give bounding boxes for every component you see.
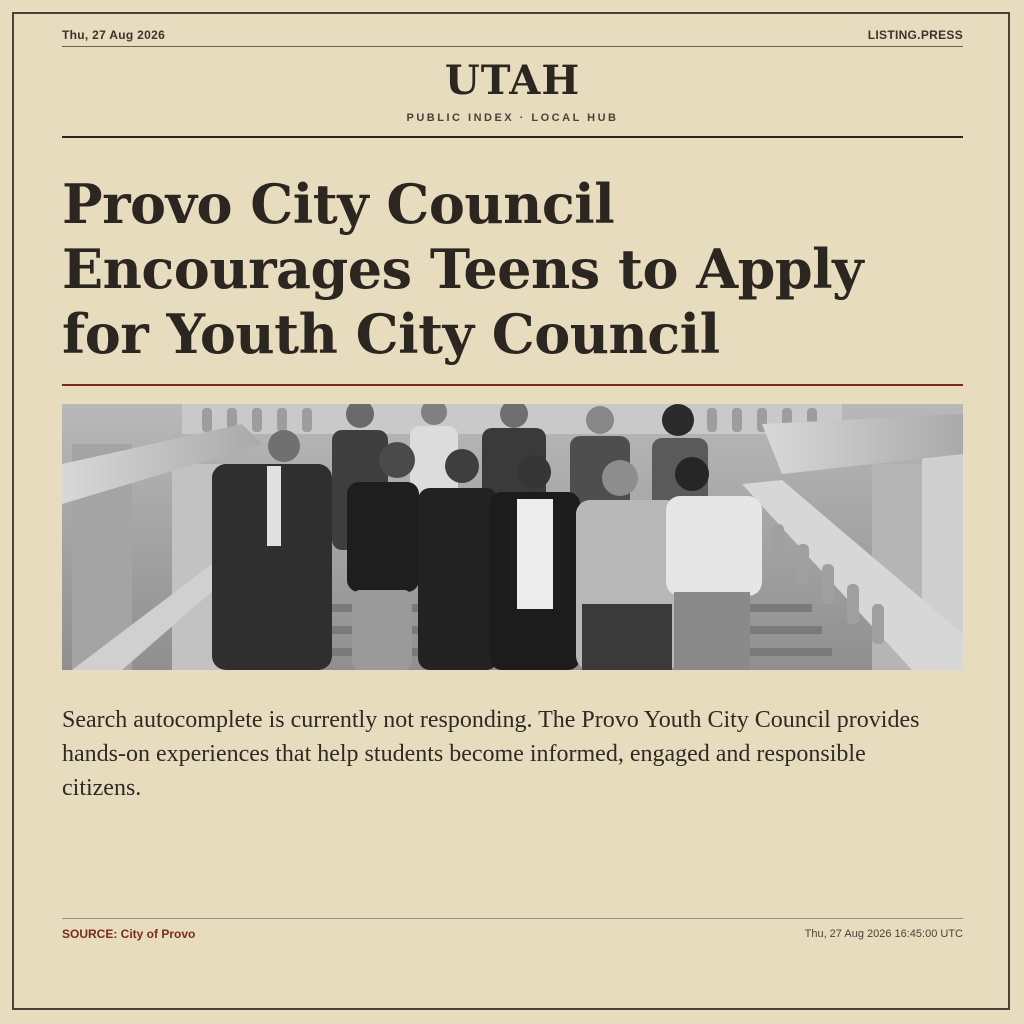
article-photo [62, 404, 963, 670]
masthead [62, 56, 963, 124]
footer-divider [62, 918, 963, 919]
site-name[interactable]: LISTING.PRESS [867, 28, 963, 42]
article-summary: Search autocomplete is currently not responding. The Provo Youth City Council provides hands-on experiences that help students become informed, engaged and responsible citizens. [62, 707, 920, 801]
masthead-title[interactable]: UTAH [444, 57, 581, 104]
source-link[interactable]: SOURCE: City of Provo [62, 927, 196, 941]
masthead-divider [62, 136, 963, 138]
masthead-subtitle: PUBLIC INDEX · LOCAL HUB [406, 112, 619, 124]
publish-timestamp: Thu, 27 Aug 2026 16:45:00 UTC [804, 928, 963, 940]
article-headline: Provo City Council Encourages Teens to Apply for Youth City Council [62, 172, 864, 366]
issue-date: Thu, 27 Aug 2026 [62, 28, 166, 42]
headline-divider [62, 384, 963, 386]
group-photo-illustration [62, 404, 963, 670]
top-bar [62, 28, 963, 47]
